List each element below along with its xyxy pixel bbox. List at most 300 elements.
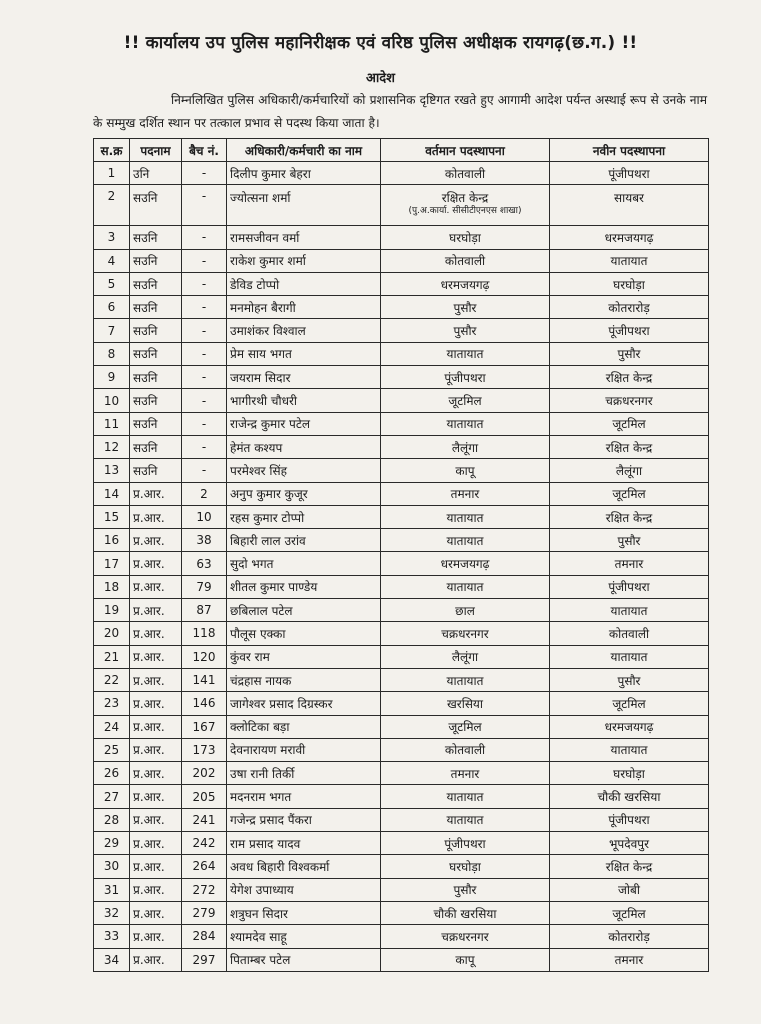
rank-cell-text: प्र.आर. (133, 533, 165, 548)
current-posting-cell (381, 529, 550, 552)
name-cell (227, 505, 381, 528)
table-row (94, 599, 709, 622)
serial-cell-text: 34 (103, 952, 120, 967)
new-posting-cell-text: जूटमिल (612, 906, 646, 921)
current-posting-cell (381, 505, 550, 528)
name-cell (227, 622, 381, 645)
rank-cell-text: प्र.आर. (133, 883, 165, 898)
new-posting-cell-text: पुसौर (617, 533, 641, 548)
serial-cell-text: 22 (103, 673, 120, 688)
new-posting-cell-text: पूंजीपथरा (608, 324, 650, 339)
serial-cell (94, 389, 130, 412)
table-row (94, 529, 709, 552)
new-posting-cell (550, 832, 709, 855)
badge-cell (182, 249, 227, 272)
rank-cell-text: सउनि (133, 254, 158, 269)
name-cell-text: देवनारायण मरावी (230, 743, 306, 758)
name-cell-text: श्यामदेव साहू (230, 929, 287, 944)
serial-cell-text: 6 (107, 300, 116, 315)
badge-cell-text: - (201, 230, 207, 245)
serial-cell-text: 18 (103, 579, 120, 594)
rank-cell (130, 808, 182, 831)
name-cell (227, 855, 381, 878)
table-row (94, 832, 709, 855)
serial-cell-text: 4 (107, 253, 116, 268)
new-posting-cell (550, 645, 709, 668)
current-posting-cell-text: यातायात (446, 673, 484, 688)
badge-cell-text: - (201, 346, 207, 361)
serial-cell (94, 366, 130, 389)
name-cell-text: छबिलाल पटेल (230, 603, 293, 618)
rank-cell-text: सउनि (133, 230, 158, 245)
name-cell (227, 715, 381, 738)
name-cell (227, 552, 381, 575)
current-posting-cell-text: तमनार (450, 487, 480, 502)
new-posting-cell-text: चक्रधरनगर (605, 394, 653, 409)
name-cell (227, 762, 381, 785)
serial-cell-text: 20 (103, 626, 120, 641)
table-row (94, 272, 709, 295)
rank-cell (130, 435, 182, 458)
current-posting-cell (381, 855, 550, 878)
badge-cell (182, 319, 227, 342)
current-posting-cell-text: रक्षित केन्द्र (441, 191, 489, 206)
current-posting-cell-text: यातायात (446, 347, 484, 362)
badge-cell (182, 645, 227, 668)
serial-cell (94, 855, 130, 878)
new-posting-cell (550, 459, 709, 482)
badge-cell (182, 785, 227, 808)
badge-cell-text: - (201, 393, 207, 408)
rank-cell (130, 692, 182, 715)
rank-cell (130, 319, 182, 342)
current-posting-cell-text: पुसौर (453, 300, 477, 315)
badge-cell (182, 435, 227, 458)
current-posting-cell-text: लैलूंगा (451, 440, 479, 455)
table-row (94, 925, 709, 948)
table-row (94, 622, 709, 645)
rank-cell (130, 855, 182, 878)
name-cell (227, 925, 381, 948)
serial-cell-text: 1 (107, 166, 116, 181)
name-cell (227, 459, 381, 482)
table-row (94, 389, 709, 412)
new-posting-cell (550, 762, 709, 785)
name-cell (227, 668, 381, 691)
badge-cell (182, 692, 227, 715)
header-current-posting: वर्तमान पदस्थापना (381, 139, 550, 162)
current-posting-cell (381, 296, 550, 319)
badge-cell (182, 832, 227, 855)
serial-cell (94, 948, 130, 971)
new-posting-cell (550, 185, 709, 226)
name-cell (227, 575, 381, 598)
new-posting-cell (550, 529, 709, 552)
name-cell (227, 948, 381, 971)
badge-cell (182, 738, 227, 761)
new-posting-cell (550, 948, 709, 971)
badge-cell-text: 38 (196, 533, 212, 548)
badge-cell-text: - (201, 440, 207, 455)
new-posting-cell (550, 249, 709, 272)
table-row (94, 435, 709, 458)
rank-cell-text: प्र.आर. (133, 626, 165, 641)
badge-cell-text: - (201, 370, 207, 385)
current-posting-cell (381, 575, 550, 598)
rank-cell (130, 226, 182, 249)
rank-cell (130, 249, 182, 272)
current-posting-cell (381, 762, 550, 785)
table-header-row (94, 139, 709, 162)
name-cell-text: सुदो भगत (230, 557, 274, 572)
current-posting-cell-text: जूटमिल (448, 720, 482, 735)
name-cell-text: जागेश्वर प्रसाद दिग्रस्कर (230, 696, 333, 711)
rank-cell (130, 599, 182, 622)
order-heading: आदेश (365, 71, 396, 86)
badge-cell-text: 242 (192, 836, 216, 851)
badge-cell-text: 118 (192, 626, 216, 641)
name-cell (227, 832, 381, 855)
badge-cell (182, 762, 227, 785)
badge-cell (182, 878, 227, 901)
current-posting-cell (381, 162, 550, 185)
current-posting-cell (381, 552, 550, 575)
badge-cell (182, 482, 227, 505)
rank-cell (130, 342, 182, 365)
badge-cell (182, 668, 227, 691)
badge-cell-text: 297 (192, 952, 216, 967)
current-posting-cell-text: तमनार (450, 766, 480, 781)
rank-cell-text: प्र.आर. (133, 696, 165, 711)
rank-cell (130, 645, 182, 668)
serial-cell-text: 5 (107, 277, 116, 292)
name-cell-text: रामसजीवन वर्मा (230, 230, 300, 245)
name-cell-text: येगेश उपाध्याय (230, 883, 294, 898)
serial-cell-text: 31 (103, 882, 120, 897)
serial-cell (94, 832, 130, 855)
name-cell-text: गजेन्द्र प्रसाद पैंकरा (230, 813, 312, 828)
serial-cell (94, 622, 130, 645)
badge-cell-text: - (201, 166, 207, 181)
table-row (94, 505, 709, 528)
table-row (94, 162, 709, 185)
rank-cell-text: सउनि (133, 347, 158, 362)
rank-cell-text: प्र.आर. (133, 603, 165, 618)
badge-cell-text: - (201, 323, 207, 338)
badge-cell-text: 141 (192, 673, 216, 688)
name-cell-text: बिहारी लाल उरांव (230, 533, 306, 548)
new-posting-cell (550, 162, 709, 185)
serial-cell-text: 10 (103, 393, 120, 408)
name-cell-text: पौलूस एक्का (230, 626, 286, 641)
name-cell-text: चंद्रहास नायक (230, 673, 292, 688)
current-posting-cell-text: यातायात (446, 580, 484, 595)
serial-cell (94, 645, 130, 668)
badge-cell-text: 87 (196, 603, 212, 618)
serial-cell-text: 19 (103, 603, 120, 618)
serial-cell-text: 16 (103, 533, 120, 548)
current-posting-note: (पु.अ.कार्या. सीसीटीएनएस शाखा) (408, 206, 522, 217)
name-cell (227, 435, 381, 458)
new-posting-cell-text: जूटमिल (612, 696, 646, 711)
serial-cell-text: 8 (107, 346, 116, 361)
current-posting-cell (381, 482, 550, 505)
rank-cell-text: सउनि (133, 417, 158, 432)
rank-cell-text: सउनि (133, 463, 158, 478)
rank-cell-text: प्र.आर. (133, 859, 165, 874)
name-cell (227, 296, 381, 319)
badge-cell (182, 185, 227, 226)
rank-cell-text: सउनि (133, 277, 158, 292)
name-cell (227, 226, 381, 249)
serial-cell (94, 162, 130, 185)
badge-cell (182, 948, 227, 971)
current-posting-cell-text: चक्रधरनगर (441, 626, 489, 641)
current-posting-cell (381, 901, 550, 924)
rank-cell (130, 738, 182, 761)
serial-cell-text: 2 (107, 189, 116, 204)
rank-cell (130, 925, 182, 948)
header-serial: स.क्र (94, 139, 130, 162)
table-row (94, 715, 709, 738)
current-posting-cell-text: पूंजीपथरा (444, 836, 486, 851)
badge-cell (182, 622, 227, 645)
serial-cell (94, 878, 130, 901)
new-posting-cell-text: पुसौर (617, 673, 641, 688)
serial-cell-text: 9 (107, 370, 116, 385)
new-posting-cell-text: यातायात (610, 254, 648, 269)
badge-cell (182, 459, 227, 482)
current-posting-cell (381, 645, 550, 668)
rank-cell-text: प्र.आर. (133, 813, 165, 828)
new-posting-cell-text: रक्षित केन्द्र (605, 440, 653, 455)
new-posting-cell-text: जूटमिल (612, 487, 646, 502)
current-posting-cell (381, 878, 550, 901)
rank-cell (130, 389, 182, 412)
current-posting-cell (381, 185, 550, 226)
name-cell (227, 808, 381, 831)
table-row (94, 459, 709, 482)
current-posting-cell (381, 948, 550, 971)
table-row (94, 808, 709, 831)
rank-cell-text: प्र.आर. (133, 557, 165, 572)
rank-cell (130, 668, 182, 691)
badge-cell (182, 272, 227, 295)
name-cell-text: शीतल कुमार पाण्डेय (230, 580, 318, 595)
badge-cell-text: 120 (192, 649, 216, 664)
serial-cell (94, 668, 130, 691)
new-posting-cell (550, 715, 709, 738)
new-posting-cell (550, 366, 709, 389)
current-posting-cell-text: लैलूंगा (451, 650, 479, 665)
serial-cell (94, 715, 130, 738)
serial-cell (94, 599, 130, 622)
current-posting-cell (381, 249, 550, 272)
badge-cell (182, 505, 227, 528)
serial-cell-text: 32 (103, 906, 120, 921)
badge-cell (182, 342, 227, 365)
name-cell-text: उषा रानी तिर्की (230, 766, 295, 781)
name-cell-text: मदनराम भगत (230, 790, 292, 805)
current-posting-cell-text: कोतवाली (444, 166, 486, 181)
serial-cell (94, 459, 130, 482)
rank-cell-text: प्र.आर. (133, 673, 165, 688)
current-posting-cell (381, 599, 550, 622)
serial-cell-text: 27 (103, 789, 120, 804)
badge-cell (182, 162, 227, 185)
name-cell-text: हेमंत कश्यप (230, 440, 283, 455)
new-posting-cell (550, 575, 709, 598)
serial-cell-text: 26 (103, 766, 120, 781)
name-cell (227, 366, 381, 389)
table-row (94, 901, 709, 924)
serial-cell (94, 762, 130, 785)
rank-cell (130, 762, 182, 785)
serial-cell (94, 505, 130, 528)
name-cell (227, 162, 381, 185)
current-posting-cell-text: यातायात (446, 813, 484, 828)
serial-cell-text: 15 (103, 510, 120, 524)
badge-cell (182, 366, 227, 389)
current-posting-cell (381, 435, 550, 458)
new-posting-cell (550, 272, 709, 295)
serial-cell-text: 7 (107, 323, 116, 338)
office-title: !! कार्यालय उप पुलिस महानिरीक्षक एवं वरिष्ठ पुलिस अधीक्षक रायगढ़(छ.ग.) !! (123, 33, 638, 53)
rank-cell-text: सउनि (133, 300, 158, 315)
name-cell-text: क्लोटिका बड़ा (230, 720, 290, 735)
new-posting-cell-text: रक्षित केन्द्र (605, 510, 653, 525)
serial-cell-text: 21 (103, 649, 120, 664)
current-posting-cell (381, 785, 550, 808)
badge-cell-text: 205 (192, 789, 216, 804)
new-posting-cell-text: पूंजीपथरा (608, 166, 650, 181)
current-posting-cell-text: कोतवाली (444, 743, 486, 758)
header-badge: बैच नं. (182, 139, 227, 162)
rank-cell (130, 575, 182, 598)
badge-cell (182, 226, 227, 249)
new-posting-cell (550, 226, 709, 249)
serial-cell (94, 785, 130, 808)
serial-cell (94, 296, 130, 319)
badge-cell (182, 296, 227, 319)
new-posting-cell-text: घरघोड़ा (613, 766, 645, 781)
rank-cell (130, 529, 182, 552)
rank-cell-text: प्र.आर. (133, 790, 165, 805)
table-row (94, 855, 709, 878)
serial-cell-text: 11 (103, 416, 120, 431)
table-row (94, 948, 709, 971)
rank-cell-text: प्र.आर. (133, 580, 165, 595)
serial-cell (94, 226, 130, 249)
rank-cell (130, 901, 182, 924)
badge-cell (182, 855, 227, 878)
new-posting-cell (550, 389, 709, 412)
new-posting-cell (550, 552, 709, 575)
current-posting-cell (381, 272, 550, 295)
current-posting-cell (381, 925, 550, 948)
current-posting-cell (381, 622, 550, 645)
badge-cell (182, 925, 227, 948)
table-row (94, 878, 709, 901)
serial-cell (94, 482, 130, 505)
current-posting-cell (381, 412, 550, 435)
serial-cell (94, 319, 130, 342)
badge-cell-text: 63 (196, 556, 212, 571)
table-row (94, 366, 709, 389)
badge-cell-text: 202 (192, 766, 216, 781)
rank-cell (130, 832, 182, 855)
current-posting-cell-text: धरमजयगढ़ (440, 557, 490, 572)
rank-cell-text: प्र.आर. (133, 720, 165, 735)
badge-cell-text: 284 (192, 929, 216, 944)
rank-cell-text: सउनि (133, 324, 158, 339)
table-row (94, 645, 709, 668)
name-cell-text: कुंवर राम (230, 650, 270, 665)
new-posting-cell-text: चौकी खरसिया (597, 790, 661, 805)
badge-cell-text: 279 (192, 906, 216, 921)
name-cell-text: अवध बिहारी विश्वकर्मा (230, 859, 330, 874)
serial-cell (94, 249, 130, 272)
rank-cell-text: सउनि (133, 394, 158, 409)
new-posting-cell-text: सायबर (614, 191, 644, 206)
new-posting-cell-text: जूटमिल (612, 417, 646, 432)
name-cell (227, 482, 381, 505)
name-cell (227, 529, 381, 552)
rank-cell-text: सउनि (133, 191, 158, 206)
name-cell (227, 645, 381, 668)
new-posting-cell (550, 738, 709, 761)
new-posting-cell (550, 622, 709, 645)
new-posting-cell-text: यातायात (610, 650, 648, 665)
order-intro-paragraph: निम्नलिखित पुलिस अधिकारी/कर्मचारियों को प्रशासनिक दृष्टिगत रखते हुए आगामी आदेश पर्यन्त अस्थाई रूप से उनके नाम के सम्मुख दर्शित स्थान पर तत्काल प्रभाव से पदस्थ किया जाता है। (93, 93, 707, 130)
name-cell (227, 412, 381, 435)
new-posting-cell-text: यातायात (610, 603, 648, 618)
name-cell (227, 389, 381, 412)
name-cell-text: शत्रुघन सिदार (230, 906, 288, 921)
current-posting-cell (381, 808, 550, 831)
current-posting-cell-text: पूंजीपथरा (444, 370, 486, 385)
badge-cell-text: 167 (192, 719, 216, 734)
new-posting-cell-text: धरमजयगढ़ (604, 230, 654, 245)
badge-cell-text: - (201, 253, 207, 268)
table-row (94, 552, 709, 575)
new-posting-cell-text: पूंजीपथरा (608, 813, 650, 828)
rank-cell (130, 878, 182, 901)
current-posting-cell (381, 319, 550, 342)
serial-cell-text: 23 (103, 696, 120, 711)
new-posting-cell-text: पुसौर (617, 347, 641, 362)
rank-cell-text: सउनि (133, 370, 158, 385)
current-posting-cell-text: चक्रधरनगर (441, 929, 489, 944)
rank-cell-text: प्र.आर. (133, 743, 165, 758)
rank-cell-text: प्र.आर. (133, 766, 165, 781)
serial-cell-text: 25 (103, 742, 120, 757)
badge-cell (182, 575, 227, 598)
new-posting-cell-text: कोतरारोड़ (608, 300, 650, 315)
name-cell-text: उमाशंकर विश्वाल (230, 324, 306, 339)
serial-cell (94, 435, 130, 458)
current-posting-cell-text: चौकी खरसिया (433, 906, 497, 921)
serial-cell (94, 692, 130, 715)
rank-cell (130, 948, 182, 971)
table-row (94, 296, 709, 319)
current-posting-cell-text: कापू (455, 953, 475, 968)
badge-cell-text: 173 (192, 742, 216, 757)
badge-cell-text: - (201, 189, 207, 204)
badge-cell (182, 715, 227, 738)
current-posting-cell-text: यातायात (446, 510, 484, 525)
current-posting-cell-text: पुसौर (453, 324, 477, 339)
